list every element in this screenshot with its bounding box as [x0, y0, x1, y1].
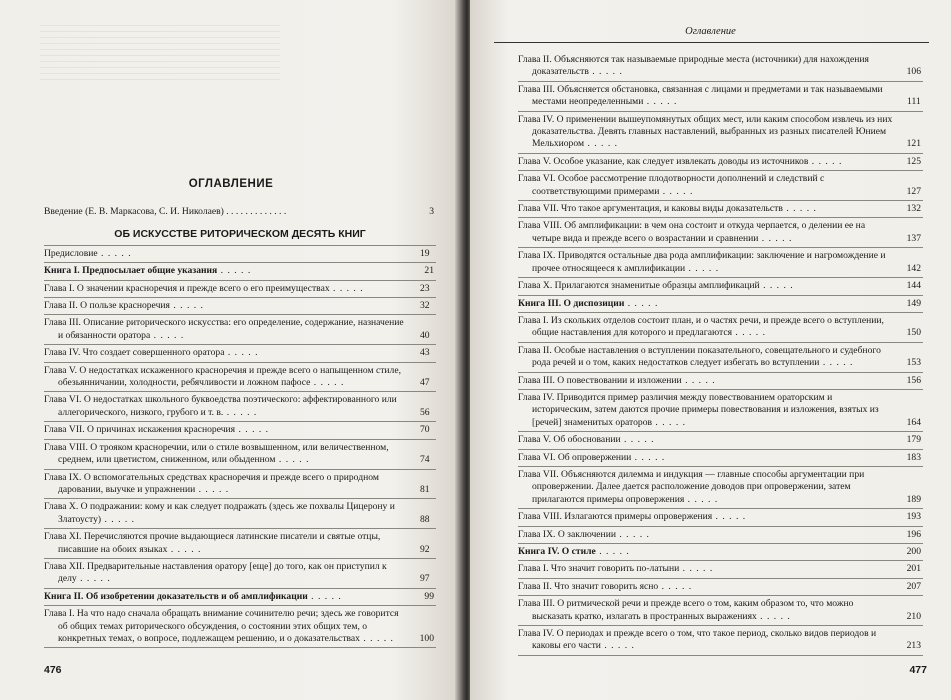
section-heading: ОБ ИСКУССТВЕ РИТОРИЧЕСКОМ ДЕСЯТЬ КНИГ	[44, 224, 436, 245]
toc-entry-text: Глава III. Описание риторического искусства: его определение, содержание, назначение и обязанности оратора	[44, 317, 404, 341]
toc-chapter-entry: Глава X. Прилагаются знаменитые образцы амплификаций . . . . . 144	[518, 278, 923, 295]
toc-chapter-entry: Глава IV. Приводится пример различия между повествованием ораторским и историческим, затем даются прочие примеры повествования и изложения, взятых из [речей] знаменитых ораторов . . . . . 164	[518, 390, 923, 432]
toc-chapter-entry: Глава II. Объясняются так называемые природные места (источники) для нахождения доказательств . . . . . 106	[518, 52, 923, 82]
toc-chapter-entry: Глава IX. Приводятся остальные два рода амплификации: заключение и нагромождение и прочее относящееся к амплификации . . . . . 142	[518, 248, 923, 278]
toc-entry-text: Глава VII. О причинах искажения красноречия	[44, 424, 236, 436]
page-number-left: 476	[44, 664, 62, 676]
toc-chapter-entry: Глава VI. О недостатках школьного буквоедства поэтического: аффектированного или аллегорического, низкого, грубого и т. в. . . . . . 56	[44, 392, 436, 422]
toc-entry-text: Глава IV. Что создает совершенного оратора	[44, 347, 225, 359]
toc-chapter-entry: Глава III. Объясняется обстановка, связанная с лицами и предметами и так называемыми местами неопределенными . . . . . 111	[518, 82, 923, 112]
toc-chapter-entry: Глава IX. О заключении . . . . . 196	[518, 527, 923, 544]
toc-entry-text: Глава IV. Приводится пример различия между повествованием ораторским и историческим, затем даются прочие примеры повествования и изложения, взятых из [речей] знаменитых ораторов	[518, 391, 879, 428]
toc-chapter-entry: Глава VII. Объясняются дилемма и индукция — главные способы аргументации при опровержении. Далее дается расположение доводов при опровержении, затем прилагаются примеры опровержения . . . . . 189	[518, 467, 923, 509]
toc-entry-page: 149	[906, 297, 921, 309]
toc-book-entry: Книга I. Предпосылает общие указания . . . . . 21	[44, 263, 436, 280]
toc-chapter-entry: Глава XII. Предварительные наставления оратору [еще] до того, как он приступил к делу . . . . . 97	[44, 559, 436, 589]
toc-chapter-entry: Глава VI. Особое рассмотрение плодотворности дополнений и следствий с соответствующими примерами . . . . . 127	[518, 171, 923, 201]
toc-entry-text: Глава X. О подражании: кому и как следует подражать (здесь же похвалы Цицерону и Златоусту)	[44, 501, 395, 525]
toc-chapter-entry: Глава XI. Перечисляются прочие выдающиеся латинские писатели и святые отцы, писавшие на обоих языках . . . . . 92	[44, 529, 436, 559]
toc-entry-text: Глава V. Об обосновании	[518, 434, 621, 446]
toc-entry-text: Глава X. Прилагаются знаменитые образцы амплификаций	[518, 280, 760, 292]
toc-chapter-entry: Глава VI. Об опровержении . . . . . 183	[518, 450, 923, 467]
toc-chapter-entry: Глава II. Особые наставления о вступлении показательного, совещательного и судебного рода речей и о том, каких недостатков следует избегать во вступлении . . . . . 153	[518, 343, 923, 373]
toc-chapter-entry: Предисловие . . . . . 19	[44, 246, 436, 263]
toc-entry-text: Глава IX. Приводятся остальные два рода амплификации: заключение и нагромождение и прочее относящееся к амплификации	[518, 250, 886, 274]
toc-entry-text: Глава I. О значении красноречия и прежде всего о его преимуществах	[44, 282, 330, 294]
toc-entry-text: Глава V. Особое указание, как следует извлекать доводы из источников	[518, 155, 809, 167]
page-number-right: 477	[909, 664, 927, 676]
toc-chapter-entry: Глава V. Особое указание, как следует извлекать доводы из источников . . . . . 125	[518, 154, 923, 171]
toc-chapter-entry: Глава V. О недостатках искаженного красноречия и прежде всего о напыщенном стиле, обезьянничании, холодности, ребячливости и ложном пафосе . . . . . 47	[44, 363, 436, 393]
toc-chapter-entry: Глава X. О подражании: кому и как следует подражать (здесь же похвалы Цицерону и Златоусту) . . . . . 88	[44, 499, 436, 529]
toc-left	[44, 204, 436, 648]
toc-entry-text: Глава I. Из скольких отделов состоит план, и о частях речи, и прежде всего о вступлении, общие наставления для которого и предлагаются	[518, 314, 884, 339]
toc-entry-text: Глава II. Что значит говорить ясно	[518, 580, 659, 592]
toc-left-entries	[44, 246, 436, 649]
toc-entry-page: 21	[424, 265, 434, 277]
toc-book-entry: Книга IV. О стиле . . . . . 200	[518, 544, 923, 561]
toc-intro-page: 3	[429, 206, 434, 217]
toc-chapter-entry: Глава III. О ритмической речи и прежде всего о том, каким образом то, что можно высказать кратко, излагать в пространных выражениях . . . . . 210	[518, 596, 923, 626]
toc-chapter-entry: Глава IV. О периодах и прежде всего о том, что такое период, сколько видов периодов и каковы его части . . . . . 213	[518, 626, 923, 656]
toc-entry-text: Книга III. О диспозиции	[518, 297, 625, 309]
toc-chapter-entry: Глава V. Об обосновании . . . . . 179	[518, 432, 923, 449]
toc-entry-page: 99	[424, 590, 434, 602]
toc-entry-text: Глава VI. Об опровержении	[518, 451, 632, 463]
toc-chapter-entry: Глава I. Что значит говорить по-латыни . . . . . 201	[518, 561, 923, 578]
toc-book-entry: Книга III. О диспозиции . . . . . 149	[518, 296, 923, 313]
toc-chapter-entry: Глава VIII. Излагаются примеры опровержения . . . . . 193	[518, 509, 923, 526]
toc-entry-text: Глава V. О недостатках искаженного красноречия и прежде всего о напыщенном стиле, обезьянничании, холодности, ребячливости и ложном пафосе	[44, 364, 401, 389]
left-page	[0, 0, 462, 700]
toc-chapter-entry: Глава VII. О причинах искажения красноречия . . . . . 70	[44, 422, 436, 439]
toc-chapter-entry: Глава I. О значении красноречия и прежде всего о его преимуществах . . . . . 23	[44, 281, 436, 298]
toc-entry-text: Глава VI. О недостатках школьного буквоедства поэтического: аффектированного или аллегорического, низкого, грубого и т. в.	[44, 394, 397, 418]
toc-entry-text: Глава VIII. Об амплификации: в чем она состоит и откуда черпается, о делении ее на четыре вида и прежде всего о возрастании и сравнении	[518, 220, 866, 244]
toc-entry-text: Глава IV. О периодах и прежде всего о том, что такое период, сколько видов периодов и каковы его части	[518, 628, 877, 652]
toc-intro-label: Введение (Е. В. Маркасова, С. И. Николаев)	[44, 206, 224, 217]
running-head-rule	[494, 42, 929, 43]
toc-entry-text: Глава III. О повествовании и изложении	[518, 374, 682, 386]
toc-entry-text: Глава XII. Предварительные наставления оратору [еще] до того, как он приступил к делу	[44, 560, 387, 585]
toc-chapter-entry: Глава VIII. Об амплификации: в чем она состоит и откуда черпается, о делении ее на четыре вида и прежде всего о возрастании и сравнении . . . . . 137	[518, 218, 923, 248]
toc-right-entries	[518, 52, 923, 656]
toc-chapter-entry: Глава II. О пользе красноречия . . . . . 32	[44, 298, 436, 315]
toc-entry-text: Глава III. Объясняется обстановка, связанная с лицами и предметами и так называемыми местами неопределенными	[518, 83, 883, 108]
toc-entry-text: Глава I. Что значит говорить по-латыни	[518, 563, 680, 575]
toc-chapter-entry: Глава IX. О вспомогательных средствах красноречия и прежде всего о природном даровании, выучке и упражнении . . . . . 81	[44, 470, 436, 500]
toc-right	[518, 52, 923, 656]
toc-chapter-entry: Глава VIII. О трояком красноречии, или о стиле возвышенном, или величественном, среднем, или цветистом, сниженном, или обыденном . . . . . 74	[44, 440, 436, 470]
toc-chapter-entry: Глава II. Что значит говорить ясно . . . . . 207	[518, 579, 923, 596]
toc-book-entry: Книга II. Об изобретении доказательств и об амплификации . . . . . 99	[44, 589, 436, 606]
toc-entry-page: 200	[906, 546, 921, 557]
toc-entry-text: Глава VIII. О трояком красноречии, или о стиле возвышенном, или величественном, среднем, или цветистом, сниженном, или обыденном	[44, 441, 389, 466]
toc-entry-text: Книга II. Об изобретении доказательств и об амплификации	[44, 590, 308, 602]
bleed-through-text	[40, 20, 280, 80]
toc-entry-text: Глава II. О пользе красноречия	[44, 300, 170, 312]
toc-entry-text: Глава IV. О применении вышеупомянутых общих мест, или каким способом извлечь из них доказательства. Девять главных наставлений, выбранных из разных писателей Юнием Мельхиором	[518, 113, 893, 150]
toc-chapter-entry: Глава IV. О применении вышеупомянутых общих мест, или каким способом извлечь из них доказательства. Девять главных наставлений, выбранных из разных писателей Юнием Мельхиором . . . . . 121	[518, 112, 923, 154]
running-head: Оглавление	[685, 26, 736, 37]
toc-chapter-entry: Глава IV. Что создает совершенного оратора . . . . . 43	[44, 345, 436, 362]
toc-entry-text: Глава IX. О вспомогательных средствах красноречия и прежде всего о природном даровании, выучке и упражнении	[44, 471, 379, 495]
toc-entry-text: Глава III. О ритмической речи и прежде всего о том, каким образом то, что можно высказать кратко, излагать в пространных выражениях	[518, 598, 854, 622]
toc-chapter-entry: Глава III. О повествовании и изложении . . . . . 156	[518, 373, 923, 390]
toc-entry-text: Глава IX. О заключении	[518, 528, 616, 540]
toc-entry-text: Глава VI. Особое рассмотрение плодотворности дополнений и следствий с соответствующими примерами	[518, 173, 825, 197]
toc-chapter-entry: Глава VII. Что такое аргументация, и каковы виды доказательств . . . . . 132	[518, 201, 923, 218]
toc-chapter-entry: Глава I. На что надо сначала обращать внимание сочинителю речи; здесь же говорится об общих темах риторического обсуждения, о состоянии этих общих тем, о конкретных темах, о вопросе, подлежащем решению, и о доказательствах . . . . . 100	[44, 606, 436, 648]
toc-title: ОГЛАВЛЕНИЕ	[188, 178, 274, 190]
toc-entry-text: Глава II. Особые наставления о вступлении показательного, совещательного и судебного рода речей и о том, каких недостатков следует избегать во вступлении	[518, 344, 881, 369]
toc-entry-text: Книга I. Предпосылает общие указания	[44, 265, 218, 277]
toc-intro: Введение (Е. В. Маркасова, С. И. Николаев) . . . . . . . . . . . . . 3	[44, 206, 434, 217]
toc-entry-text: Глава XI. Перечисляются прочие выдающиеся латинские писатели и святые отцы, писавшие на обоих языках	[44, 531, 381, 555]
toc-entry-text: Глава VII. Объясняются дилемма и индукция — главные способы аргументации при опровержении. Далее дается расположение доводов при опровержении, затем прилагаются примеры опровержения	[518, 468, 865, 505]
toc-entry-text: Глава VIII. Излагаются примеры опровержения	[518, 511, 713, 523]
toc-entry-text: Предисловие	[44, 247, 98, 259]
right-page	[470, 0, 951, 700]
toc-entry-text: Глава VII. Что такое аргументация, и каковы виды доказательств	[518, 203, 783, 215]
toc-chapter-entry: Глава III. Описание риторического искусства: его определение, содержание, назначение и обязанности оратора . . . . . 40	[44, 315, 436, 345]
toc-entry-text: Книга IV. О стиле	[518, 546, 596, 557]
toc-entry-text: Глава II. Объясняются так называемые природные места (источники) для нахождения доказательств	[518, 54, 869, 78]
toc-chapter-entry: Глава I. Из скольких отделов состоит план, и о частях речи, и прежде всего о вступлении, общие наставления для которого и предлагаются . . . . . 150	[518, 313, 923, 343]
toc-entry-text: Глава I. На что надо сначала обращать внимание сочинителю речи; здесь же говорится об общих темах риторического обсуждения, о состоянии этих общих тем, о конкретных темах, о вопросе, подлежащем решению, и о доказательствах	[44, 608, 399, 644]
